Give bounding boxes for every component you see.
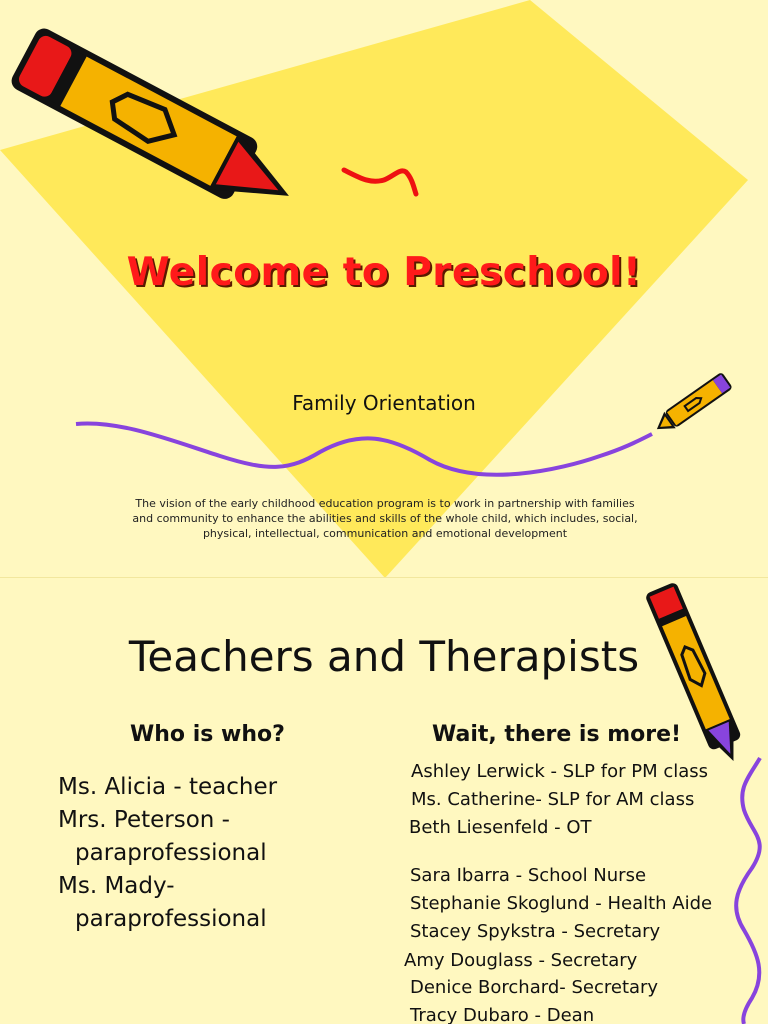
purple-squiggle	[736, 758, 760, 1024]
left-column-heading: Who is who?	[130, 722, 285, 747]
slide-subtitle: Family Orientation	[292, 391, 476, 415]
staff-entry: Denice Borchard- Secretary	[410, 977, 659, 998]
left-staff-list	[58, 771, 358, 936]
staff-entry: Ashley Lerwick - SLP for PM class	[411, 761, 709, 782]
staff-title: Teachers and Therapists	[128, 632, 640, 681]
staff-entry: Sara Ibarra - School Nurse	[410, 865, 647, 886]
staff-entry: Ms. Catherine- SLP for AM class	[411, 789, 695, 810]
staff-entry: Tracy Dubaro - Dean	[410, 1005, 595, 1024]
slide-title: Welcome to Preschool!	[126, 250, 642, 295]
staff-entry: Ms. Mady- paraprofessional	[58, 873, 267, 932]
staff-entry: Stacey Spykstra - Secretary	[410, 921, 661, 942]
staff-entry: Ms. Alicia - teacher	[58, 774, 278, 800]
staff-entry: Stephanie Skoglund - Health Aide	[410, 893, 713, 914]
slide-staff	[0, 578, 768, 1024]
staff-entry: Mrs. Peterson - paraprofessional	[58, 807, 267, 866]
staff-entry: Beth Liesenfeld - OT	[409, 817, 592, 838]
vision-statement: The vision of the early childhood education program is to work in partnership with families and community to enhance the abilities and skills of the whole child, which includes, social, physical, intellectual, communication and emotional development	[132, 497, 638, 540]
right-column-heading: Wait, there is more!	[432, 722, 682, 747]
staff-entry: Amy Douglass - Secretary	[404, 950, 638, 971]
